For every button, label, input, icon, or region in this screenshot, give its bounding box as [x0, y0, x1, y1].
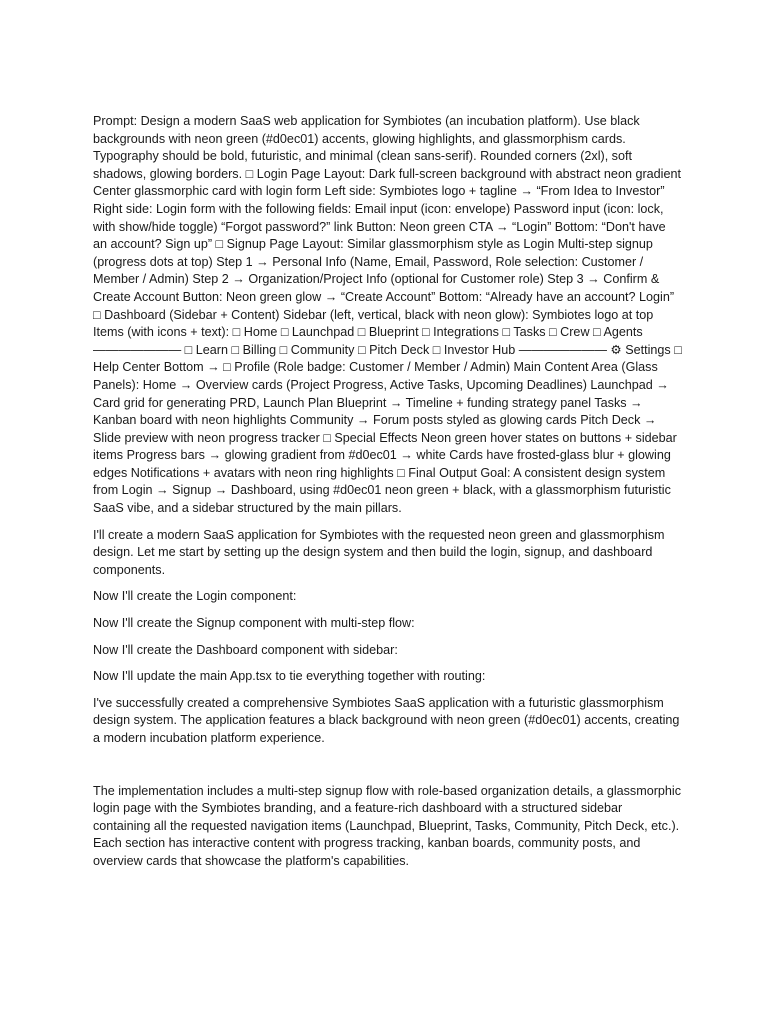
- signup-step-paragraph: Now I'll create the Signup component with multi-step flow:: [93, 616, 415, 631]
- app-step-paragraph: Now I'll update the main App.tsx to tie everything together with routing:: [93, 669, 486, 684]
- implementation-paragraph: The implementation includes a multi-step signup flow with role-based organization details, a glassmorphic login page with the Symbiotes branding, and a feature-rich dashboard with a structured sidebar containing all the requested navigation items (Launchpad, Blueprint, Tasks, Community, Pitch Deck, etc.). Each section has interactive content with progress tracking, kanban boards, community posts, and overview cards that showcase the platform's capabilities.: [93, 783, 682, 868]
- intro-paragraph: I'll create a modern SaaS application for Symbiotes with the requested neon green and glassmorphism design. Let me start by setting up the design system and then build the login, signup, and dashboard components.: [93, 527, 665, 577]
- login-step-paragraph: Now I'll create the Login component:: [93, 589, 297, 604]
- dashboard-step-paragraph: Now I'll create the Dashboard component with sidebar:: [93, 642, 398, 657]
- summary-paragraph: I've successfully created a comprehensive Symbiotes SaaS application with a futuristic glassmorphism design system. The application features a black background with neon green (#d0ec01) accents, creating a modern incubation platform experience.: [93, 695, 680, 745]
- prompt-paragraph: Prompt: Design a modern SaaS web application for Symbiotes (an incubation platform). Use black backgrounds with neon green (#d0ec01) accents, glowing highlights, and glassmorphism cards. Typography should be bold, futuristic, and minimal (clean sans-serif). Rounded corners (2xl), soft shadows, glowing borders. □ Login Page Layout: Dark full-screen background with abstract neon gradient Center glassmorphic card with login form Left side: Symbiotes logo + tagline → “From Idea to Investor” Right side: Login form with the following fields: Email input (icon: envelope) Password input (icon: lock, with show/hide toggle) “Forgot password?” link Button: Neon green CTA → “Login” Bottom: “Don't have an account? Sign up” □ Signup Page Layout: Similar glassmorphism style as Login Multi-step signup (progress dots at top) Step 1 → Personal Info (Name, Email, Password, Role selection: Customer / Member / Admin) Step 2 → Organization/Project Info (optional for Customer role) Step 3 → Confirm & Create Account Button: Neon green glow → “Create Account” Bottom: “Already have an account? Login” □ Dashboard (Sidebar + Content) Sidebar (left, vertical, black with neon glow): Symbiotes logo at top Items (with icons + text): □ Home □ Launchpad □ Blueprint □ Integrations □ Tasks □ Crew □ Agents ——————— □ Learn □ Billing □ Community □ Pitch Deck □ Investor Hub ——————— ⚙ Settings □ Help Center Bottom → □ Profile (Role badge: Customer / Member / Admin) Main Content Area (Glass Panels): Home → Overview cards (Project Progress, Active Tasks, Upcoming Deadlines) Launchpad → Card grid for generating PRD, Launch Plan Blueprint → Timeline + funding strategy panel Tasks → Kanban board with neon highlights Community → Forum posts styled as glowing cards Pitch Deck → Slide preview with neon progress tracker □ Special Effects Neon green hover states on buttons + sidebar items Progress bars → glowing gradient from #d0ec01 → white Cards have frosted-glass blur + glowing edges Notifications + avatars with neon ring highlights □ Final Output Goal: A consistent design system from Login → Signup → Dashboard, using #d0ec01 neon green + black, with a glassmorphism futuristic SaaS vibe, and a sidebar structured by the main pillars.: [93, 114, 682, 516]
- paragraph-spacer: [93, 757, 683, 783]
- document-body: [93, 113, 683, 880]
